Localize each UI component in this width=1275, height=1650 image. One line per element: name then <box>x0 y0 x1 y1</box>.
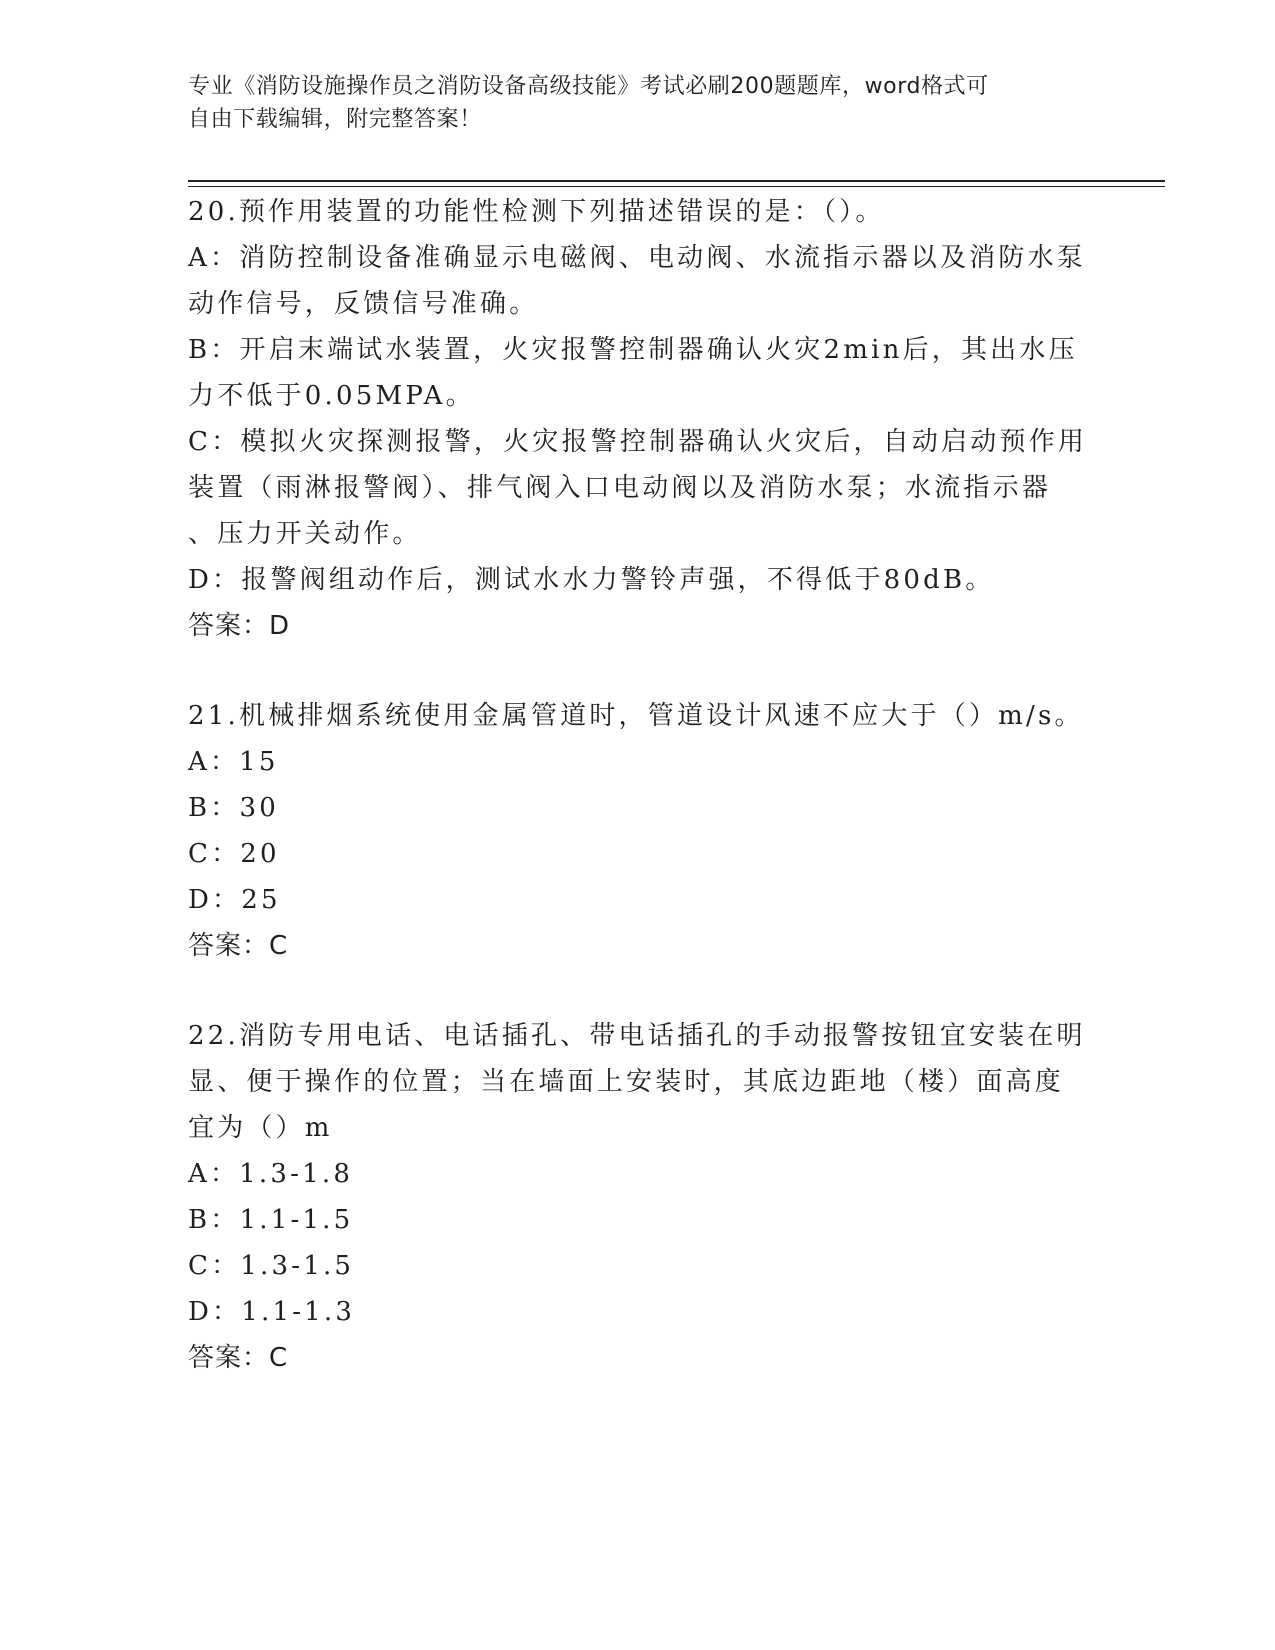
option-c: C：模拟火灾探测报警，火灾报警控制器确认火灾后，自动启动预作用 <box>188 427 1088 457</box>
option-d: D：1.1-1.3 <box>188 1297 356 1327</box>
header-line-1: 专业《消防设施操作员之消防设备高级技能》考试必刷200题题库，word格式可 <box>188 74 989 99</box>
question-text: 21.机械排烟系统使用金属管道时，管道设计风速不应大于（）m/s。 <box>188 701 1084 731</box>
option-d: D：25 <box>188 885 281 915</box>
option-a: A：消防控制设备准确显示电磁阀、电动阀、水流指示器以及消防水泵 <box>188 243 1086 273</box>
answer-line: 答案：C <box>188 1343 289 1373</box>
answer-line: 答案：C <box>188 931 289 961</box>
question-spacer <box>188 649 1088 693</box>
option-c: C：1.3-1.5 <box>188 1251 355 1281</box>
option-b: B：开启末端试水装置，火灾报警控制器确认火灾2min后，其出水压 <box>188 335 1078 365</box>
option-a-continued: 动作信号，反馈信号准确。 <box>188 289 539 319</box>
option-c-continued: 装置（雨淋报警阀）、排气阀入口电动阀以及消防水泵；水流指示器 <box>188 473 1052 503</box>
question-list <box>188 189 1088 1381</box>
option-b-continued: 力不低于0.05MPA。 <box>188 381 475 411</box>
header-divider-thin <box>188 186 1165 187</box>
header-line-2: 自由下载编辑，附完整答案！ <box>188 107 482 132</box>
option-c-continued-2: 、压力开关动作。 <box>188 519 422 549</box>
question-spacer <box>188 969 1088 1013</box>
question-text: 20.预作用装置的功能性检测下列描述错误的是：（）。 <box>188 197 885 227</box>
option-b: B：1.1-1.5 <box>188 1205 354 1235</box>
option-d: D：报警阀组动作后，测试水水力警铃声强，不得低于80dB。 <box>188 565 995 595</box>
question-21 <box>188 693 1088 969</box>
option-a: A：15 <box>188 747 279 777</box>
question-22 <box>188 1013 1088 1381</box>
question-text-continued: 显、便于操作的位置；当在墙面上安装时，其底边距地（楼）面高度 <box>188 1067 1065 1097</box>
option-b: B：30 <box>188 793 279 823</box>
question-text-continued-2: 宜为（）m <box>188 1113 333 1143</box>
header-divider-thick <box>188 180 1165 182</box>
question-20 <box>188 189 1088 649</box>
answer-line: 答案：D <box>188 611 291 641</box>
document-header <box>188 70 1088 136</box>
option-c: C：20 <box>188 839 280 869</box>
question-text: 22.消防专用电话、电话插孔、带电话插孔的手动报警按钮宜安装在明 <box>188 1021 1086 1051</box>
option-a: A：1.3-1.8 <box>188 1159 354 1189</box>
